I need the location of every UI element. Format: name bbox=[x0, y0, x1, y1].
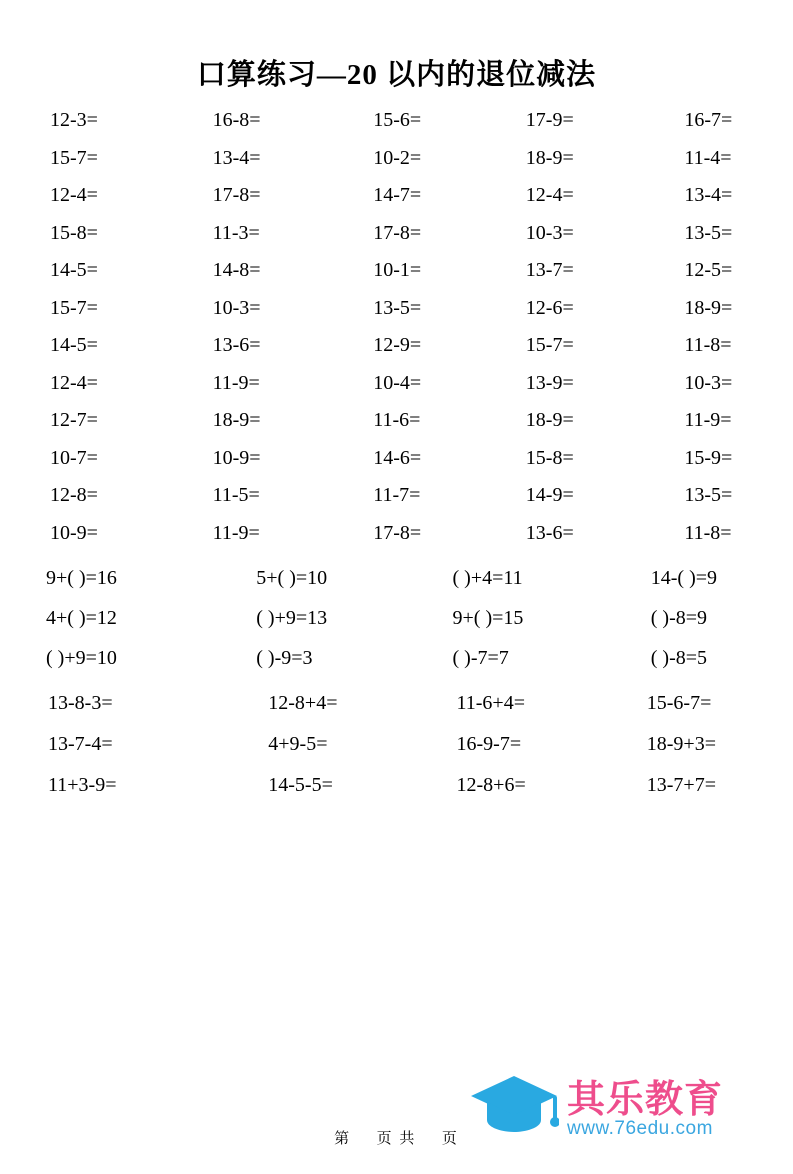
exercise-item: 17-9= bbox=[525, 109, 574, 131]
exercise-item: 11-9= bbox=[684, 409, 732, 431]
exercise-item: 11-4= bbox=[684, 146, 732, 169]
exercise-item: 10-3= bbox=[684, 371, 733, 394]
exercise-row bbox=[40, 184, 753, 207]
exercise-item: 13-8-3= bbox=[48, 691, 113, 714]
footer-middle: 页 共 bbox=[376, 1131, 417, 1147]
exercise-item: 12-7= bbox=[50, 409, 98, 431]
exercise-item: 12-6= bbox=[525, 296, 574, 319]
footer-prefix: 第 bbox=[334, 1131, 352, 1147]
exercise-item: 11-7= bbox=[373, 484, 421, 506]
exercise-item: ( )+4=11 bbox=[452, 566, 523, 589]
exercise-item: 12-4= bbox=[50, 184, 98, 206]
exercise-item: 11-8= bbox=[684, 334, 732, 356]
exercise-row bbox=[40, 484, 753, 507]
exercise-item: 14-5= bbox=[50, 334, 98, 356]
exercise-row bbox=[40, 522, 753, 545]
exercise-item: 10-7= bbox=[50, 446, 98, 469]
exercise-item: 15-6= bbox=[373, 109, 422, 131]
exercise-item: 17-8= bbox=[212, 184, 261, 206]
footer-suffix: 页 bbox=[441, 1131, 459, 1147]
exercise-item: 10-1= bbox=[373, 259, 422, 281]
exercise-item: 10-3= bbox=[212, 296, 261, 319]
brand-name: 其乐教育 bbox=[567, 1079, 724, 1121]
exercise-item: ( )-7=7 bbox=[452, 646, 509, 669]
exercise-item: 13-6= bbox=[212, 334, 261, 356]
exercise-item: 13-7+7= bbox=[646, 773, 716, 796]
exercise-item: 18-9+3= bbox=[646, 732, 716, 755]
exercise-item: 13-7= bbox=[525, 259, 574, 281]
exercise-row bbox=[40, 147, 753, 170]
exercise-item: 15-7= bbox=[50, 296, 98, 319]
exercise-item: 16-7= bbox=[684, 109, 733, 131]
exercise-item: ( )+9=13 bbox=[256, 606, 328, 629]
exercise-item: 13-4= bbox=[684, 184, 733, 206]
exercise-item: 12-8= bbox=[50, 484, 98, 506]
exercise-item: 9+( )=15 bbox=[452, 606, 524, 629]
exercise-item: 4+9-5= bbox=[268, 732, 328, 755]
exercise-item: 13-5= bbox=[373, 296, 422, 319]
brand-logo bbox=[469, 1066, 759, 1152]
exercise-item: 12-5= bbox=[684, 259, 733, 281]
exercise-item: 18-9= bbox=[525, 409, 574, 431]
exercise-row bbox=[40, 733, 753, 756]
exercise-item: 13-5= bbox=[684, 484, 733, 506]
exercise-item: 12-3= bbox=[50, 109, 98, 131]
exercise-item: 9+( )=16 bbox=[46, 566, 117, 589]
exercise-item: 11-8= bbox=[684, 521, 732, 544]
worksheet-page bbox=[0, 52, 793, 1174]
exercise-item: 14-( )=9 bbox=[650, 566, 718, 589]
exercise-item: 11-9= bbox=[212, 521, 260, 544]
exercise-item: 10-9= bbox=[50, 521, 98, 544]
exercise-item: ( )-9=3 bbox=[256, 646, 313, 669]
exercise-item: 11-6= bbox=[373, 409, 421, 431]
exercise-row bbox=[40, 297, 753, 320]
exercise-item: 15-7= bbox=[525, 334, 574, 356]
exercise-row bbox=[40, 607, 753, 630]
fill-blank-exercise-grid bbox=[40, 567, 753, 670]
exercise-item: 14-9= bbox=[525, 484, 574, 506]
exercise-item: 18-9= bbox=[684, 296, 733, 319]
exercise-item: 16-9-7= bbox=[456, 732, 522, 755]
exercise-item: 14-6= bbox=[373, 446, 422, 469]
exercise-item: 10-9= bbox=[212, 446, 261, 469]
exercise-item: 10-3= bbox=[525, 221, 574, 244]
exercise-row bbox=[40, 774, 753, 797]
exercise-item: 15-8= bbox=[50, 221, 98, 244]
exercise-item: 17-8= bbox=[373, 521, 422, 544]
exercise-item: 15-9= bbox=[684, 446, 733, 469]
exercise-item: 13-9= bbox=[525, 371, 574, 394]
exercise-row bbox=[40, 447, 753, 470]
exercise-row bbox=[40, 259, 753, 282]
exercise-row bbox=[40, 109, 753, 132]
subtraction-exercise-grid bbox=[40, 109, 753, 545]
exercise-item: 15-7= bbox=[50, 146, 98, 169]
brand-url: www.76edu.com bbox=[567, 1118, 713, 1139]
exercise-item: 13-7-4= bbox=[48, 732, 113, 755]
exercise-item: 11-3= bbox=[212, 221, 260, 244]
exercise-item: 18-9= bbox=[212, 409, 261, 431]
exercise-row bbox=[40, 409, 753, 432]
three-term-exercise-grid bbox=[40, 692, 753, 797]
exercise-item: 12-4= bbox=[50, 371, 98, 394]
exercise-item: 14-8= bbox=[212, 259, 261, 281]
exercise-row bbox=[40, 692, 753, 715]
exercise-item: 4+( )=12 bbox=[46, 606, 117, 629]
exercise-item: ( )+9=10 bbox=[46, 646, 117, 669]
exercise-item: 14-5-5= bbox=[268, 773, 333, 796]
exercise-row bbox=[40, 222, 753, 245]
exercise-item: 10-2= bbox=[373, 146, 422, 169]
exercise-item: 13-6= bbox=[525, 521, 574, 544]
exercise-item: 11-5= bbox=[212, 484, 260, 506]
exercise-item: 14-5= bbox=[50, 259, 98, 281]
exercise-item: 15-6-7= bbox=[646, 691, 712, 714]
exercise-row bbox=[40, 372, 753, 395]
exercise-item: 12-9= bbox=[373, 334, 422, 356]
exercise-item: 18-9= bbox=[525, 146, 574, 169]
exercise-item: 12-4= bbox=[525, 184, 574, 206]
exercise-item: ( )-8=5 bbox=[650, 646, 708, 669]
exercise-item: 13-4= bbox=[212, 146, 261, 169]
exercise-item: ( )-8=9 bbox=[650, 606, 708, 629]
exercise-row bbox=[40, 334, 753, 357]
exercise-item: 5+( )=10 bbox=[256, 566, 328, 589]
exercise-item: 13-5= bbox=[684, 221, 733, 244]
exercise-item: 11-6+4= bbox=[456, 691, 525, 714]
exercise-item: 12-8+6= bbox=[456, 773, 526, 796]
exercise-item: 14-7= bbox=[373, 184, 422, 206]
exercise-item: 11+3-9= bbox=[48, 773, 117, 796]
page-title: 口算练习—20 以内的退位减法 bbox=[196, 59, 597, 91]
exercise-item: 15-8= bbox=[525, 446, 574, 469]
exercise-item: 11-9= bbox=[212, 371, 260, 394]
graduation-cap-icon bbox=[469, 1072, 559, 1134]
exercise-item: 10-4= bbox=[373, 371, 422, 394]
exercise-item: 16-8= bbox=[212, 109, 261, 131]
exercise-item: 17-8= bbox=[373, 221, 422, 244]
exercise-row bbox=[40, 647, 753, 670]
exercise-row bbox=[40, 567, 753, 590]
exercise-item: 12-8+4= bbox=[268, 691, 338, 714]
